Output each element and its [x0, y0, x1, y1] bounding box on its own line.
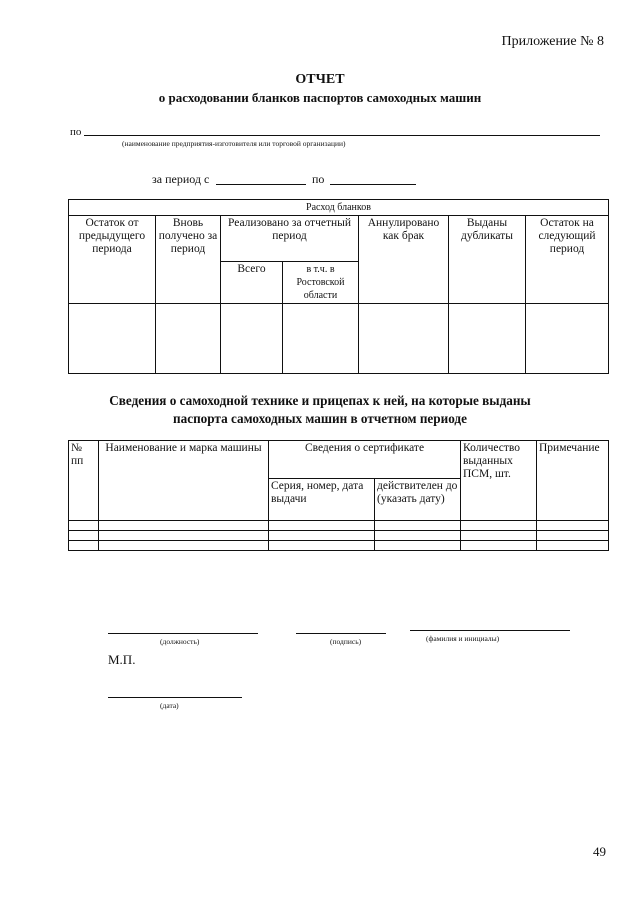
table-cell	[69, 304, 156, 374]
col-sold: Реализовано за отчетный период	[221, 216, 359, 262]
signature-line	[296, 633, 386, 634]
po-label: по	[70, 126, 82, 138]
col-machine-name: Наименование и марка машины	[99, 441, 269, 521]
organization-caption: (наименование предприятия-изготовителя или торговой организации)	[122, 139, 346, 148]
group-header: Расход бланков	[69, 200, 609, 216]
report-title: ОТЧЕТ	[295, 72, 345, 87]
signature-caption: (подпись)	[330, 637, 362, 646]
col-previous-balance: Остаток от предыдущего периода	[69, 216, 156, 304]
table-row	[69, 541, 609, 551]
col-sold-rostov: в т.ч. в Ростовской области	[283, 262, 359, 304]
col-next-balance: Остаток на следующий период	[526, 216, 609, 304]
blanks-expense-table	[68, 199, 609, 374]
report-subtitle: о расходовании бланков паспортов самоходных машин	[158, 90, 482, 105]
col-psm-count: Количество выданных ПСМ, шт.	[461, 441, 537, 521]
organization-line	[84, 135, 600, 136]
section2-title	[0, 392, 640, 428]
table-cell	[359, 304, 449, 374]
col-duplicates: Выданы дубликаты	[449, 216, 526, 304]
position-caption: (должность)	[160, 637, 200, 646]
col-cert-series: Серия, номер, дата выдачи	[269, 479, 375, 521]
table-cell	[526, 304, 609, 374]
section2-title-line2: паспорта самоходных машин в отчетном периоде	[173, 411, 467, 426]
name-line	[410, 630, 570, 631]
table-cell	[221, 304, 283, 374]
col-number: № пп	[69, 441, 99, 521]
page-number: 49	[593, 844, 606, 859]
name-caption: (фамилия и инициалы)	[426, 634, 500, 643]
table-row	[69, 521, 609, 531]
table-cell	[283, 304, 359, 374]
period-to-label: по	[312, 172, 325, 186]
stamp-place-label: М.П.	[108, 652, 136, 667]
period-from-label: за период с	[152, 172, 210, 186]
section2-title-line1: Сведения о самоходной технике и прицепах к ней, на которые выданы	[109, 393, 531, 408]
col-cert-valid: действителен до (указать дату)	[375, 479, 461, 521]
table-cell	[449, 304, 526, 374]
date-line	[108, 697, 242, 698]
period-from-line	[216, 184, 306, 185]
appendix-label: Приложение № 8	[501, 34, 604, 49]
col-received: Вновь получено за период	[156, 216, 221, 304]
table-row	[69, 531, 609, 541]
col-annulled: Аннулировано как брак	[359, 216, 449, 304]
table-cell	[156, 304, 221, 374]
col-notes: Примечание	[537, 441, 609, 521]
position-line	[108, 633, 258, 634]
col-sold-total: Всего	[221, 262, 283, 304]
col-certificate: Сведения о сертификате	[269, 441, 461, 479]
machines-table	[68, 440, 609, 551]
date-caption: (дата)	[160, 701, 179, 710]
period-to-line	[330, 184, 416, 185]
